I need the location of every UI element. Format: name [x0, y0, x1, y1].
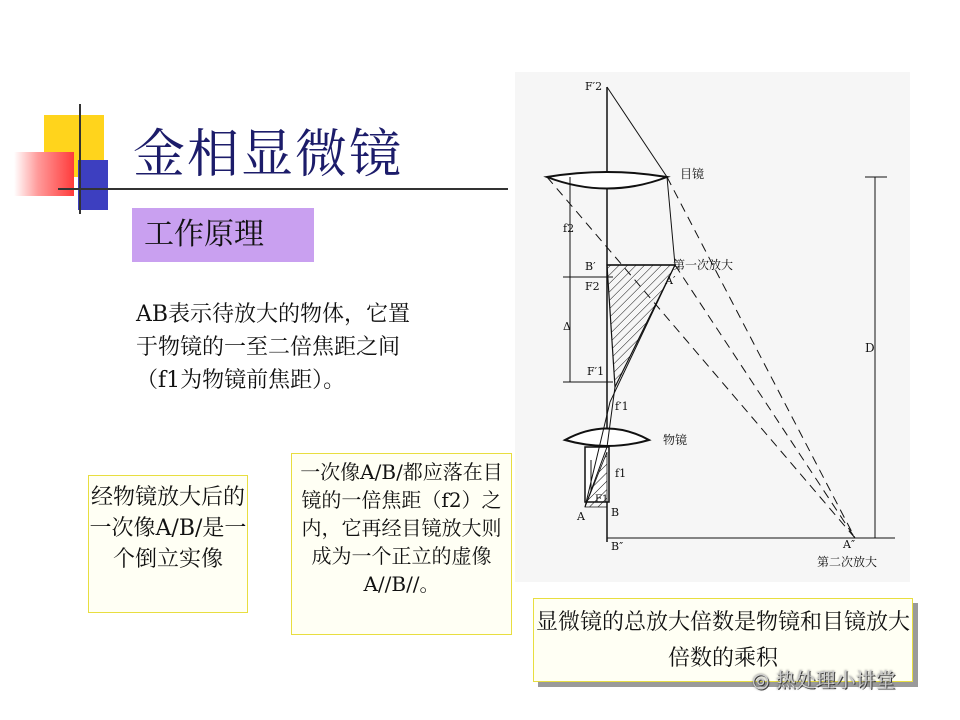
section-subtitle: 工作原理 [132, 208, 314, 262]
label-f1: F1 [595, 494, 609, 505]
title-underline [58, 188, 508, 190]
label-f1-prime-right: f′1 [615, 400, 629, 413]
label-b-dprime: B″ [611, 540, 624, 553]
label-a-dprime: A″ [843, 538, 856, 551]
label-objective: 物镜 [663, 433, 688, 447]
principle-paragraph [136, 298, 421, 397]
label-b: B [611, 506, 620, 519]
page-title: 金相显微镜 [133, 125, 404, 185]
label-f1-prime: F′1 [587, 365, 605, 378]
decor-blue-block [78, 160, 108, 210]
eyepiece-image-note: 一次像A/B/都应落在目镜的一倍焦距（f2）之内，它再经目镜放大则成为一个正立的虚像A//B//。 [291, 453, 512, 635]
label-eyepiece: 目镜 [680, 167, 705, 181]
label-second-image: 第二次放大 [817, 555, 878, 569]
label-f2-top: F′2 [585, 80, 603, 93]
label-delta: Δ [563, 320, 571, 333]
principle-text: AB表示待放大的物体，它置于物镜的一至二倍焦距之间（f1为物镜前焦距）。 [136, 302, 411, 393]
label-a-prime: A′ [665, 274, 676, 287]
decor-vertical-line [79, 104, 81, 214]
label-f2-focal: f2 [563, 222, 575, 235]
objective-image-note: 经物镜放大后的一次像A/B/是一个倒立实像 [88, 475, 248, 613]
label-a: A [577, 510, 585, 523]
label-d: D [865, 341, 875, 355]
watermark-text: 热处理小讲堂 [775, 668, 896, 692]
wechat-icon: ◎ [752, 668, 776, 692]
microscope-optics-diagram [515, 72, 910, 582]
label-b-prime: B′ [585, 260, 596, 273]
total-magnification-note: 显微镜的总放大倍数是物镜和目镜放大倍数的乘积 [533, 598, 913, 682]
label-f2: F2 [585, 280, 600, 293]
eyepiece-lens [547, 172, 667, 189]
label-first-image: 第一次放大 [673, 258, 734, 272]
label-f1-focal: f1 [615, 467, 627, 480]
watermark [752, 664, 896, 693]
